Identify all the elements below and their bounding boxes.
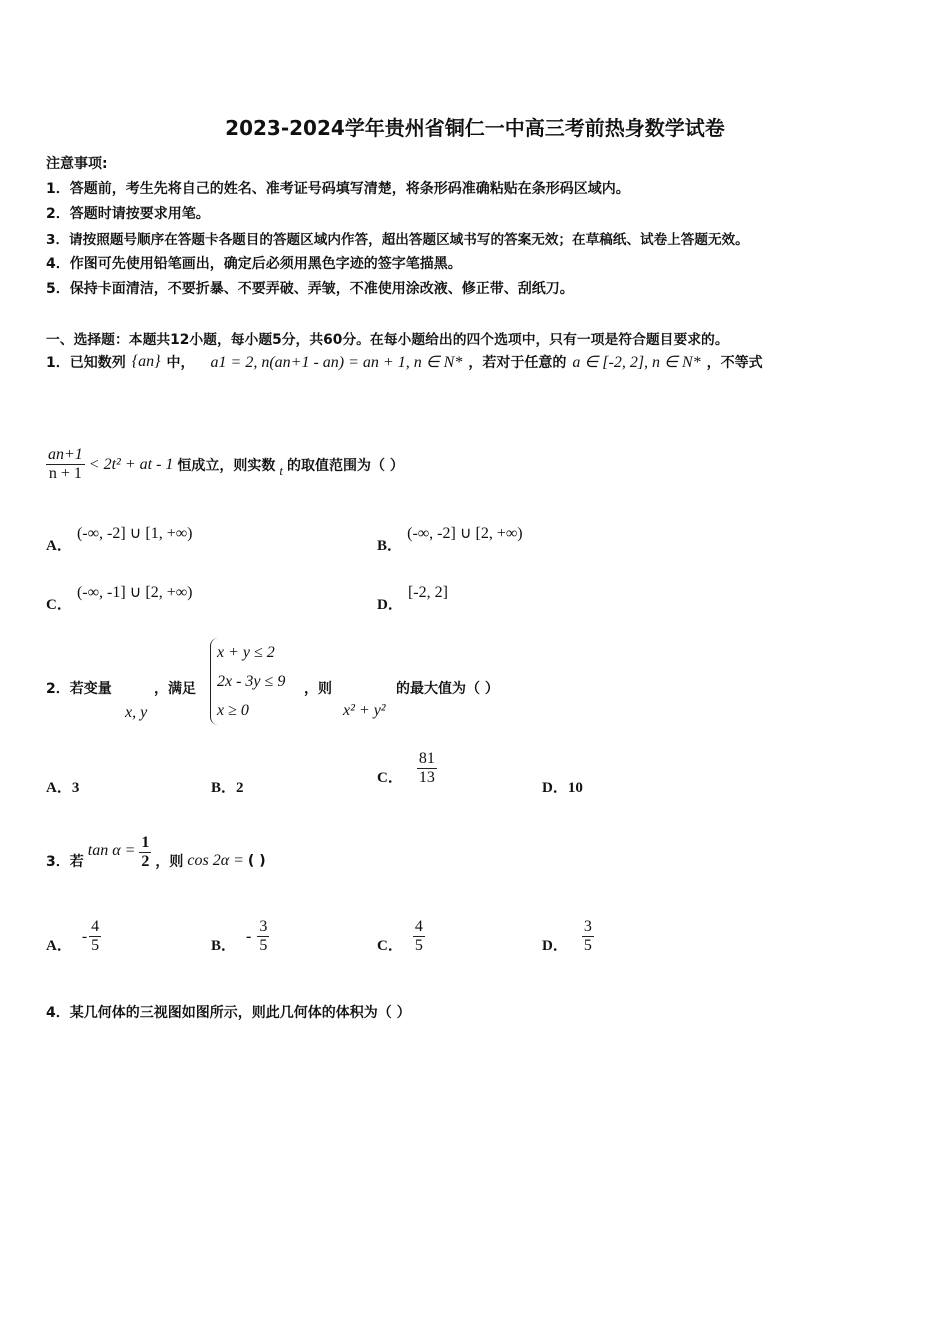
option-label: D． <box>542 780 568 796</box>
option-fraction <box>413 918 425 955</box>
section-heading: 一、选择题：本题共12小题，每小题5分，共60分。在每小题给出的四个选项中，只有一项是符合题目要求的。 <box>46 332 729 348</box>
q1-option-c[interactable] <box>46 581 193 613</box>
q3-option-c[interactable] <box>377 918 425 955</box>
q2-text-2: ，满足 <box>154 681 196 697</box>
option-label: C． <box>377 938 403 954</box>
frac-num: 3 <box>259 918 268 935</box>
q1-frac-den: n + 1 <box>48 465 82 482</box>
q1-range: a ∈ [-2, 2], n ∈ N* <box>572 354 701 371</box>
frac-den: 13 <box>418 769 435 786</box>
q3-text-2: ，则 <box>155 853 184 870</box>
option-label: C． <box>46 597 72 613</box>
q1-text-6: 的取值范围为（ ） <box>287 457 404 474</box>
frac-den: 5 <box>259 937 268 954</box>
notice-item-4: 4．作图可先使用铅笔画出，确定后必须用黑色字迹的签字笔描黑。 <box>46 256 462 272</box>
option-fraction <box>417 750 437 787</box>
q1-text-5: 恒成立，则实数 <box>177 457 276 474</box>
q1-option-a[interactable] <box>46 522 193 554</box>
frac-num: 3 <box>583 918 592 935</box>
option-label: A． <box>46 938 72 954</box>
option-label: B． <box>377 538 403 554</box>
q2-option-c[interactable] <box>377 750 437 787</box>
q1-option-d[interactable] <box>377 581 448 613</box>
option-value: (-∞, -1] ∪ [2, +∞) <box>76 584 193 601</box>
frac-num: 4 <box>414 918 423 935</box>
frac-den: 2 <box>141 853 150 870</box>
q3-text-3: ( ) <box>247 852 266 869</box>
notice-item-3: 3．请按照题号顺序在答题卡各题目的答题区域内作答，超出答题区域书写的答案无效；在草稿纸、试卷上答题无效。 <box>46 232 749 248</box>
frac-den: 5 <box>583 937 592 954</box>
question-3-stem <box>46 834 266 871</box>
q2-constraint-1: x + y ≤ 2 <box>217 644 275 661</box>
q2-variables: x, y <box>125 704 148 721</box>
q2-constraint-2: 2x - 3y ≤ 9 <box>217 673 286 690</box>
q1-condition: a1 = 2, n(an+1 - an) = an + 1, n ∈ N* <box>210 354 463 371</box>
q1-text-2: 中， <box>166 355 195 371</box>
q2-option-a[interactable] <box>46 776 79 797</box>
q1-frac-num: an+1 <box>48 446 83 463</box>
q1-option-b[interactable] <box>377 522 523 554</box>
frac-num: 1 <box>141 834 150 851</box>
option-fraction <box>582 918 594 955</box>
option-label: C． <box>377 770 403 786</box>
q3-ask: cos 2α = <box>187 851 244 869</box>
q3-given-lhs: tan α = <box>87 841 136 859</box>
question-1-inequality <box>46 446 404 483</box>
notice-heading: 注意事项: <box>46 156 108 172</box>
option-value: 3 <box>71 780 80 796</box>
frac-den: 5 <box>91 937 100 954</box>
q3-given-fraction <box>139 834 151 871</box>
notice-item-5: 5．保持卡面清洁，不要折暴、不要弄破、弄皱，不准使用涂改液、修正带、刮纸刀。 <box>46 281 574 297</box>
q3-option-d[interactable] <box>542 918 594 955</box>
option-label: D． <box>542 938 568 954</box>
q2-constraint-system <box>210 638 285 725</box>
q2-text-3: ，则 <box>304 681 332 697</box>
option-fraction <box>89 918 101 955</box>
q2-option-d[interactable] <box>542 776 583 797</box>
option-value: [-2, 2] <box>407 584 448 601</box>
option-label: D． <box>377 597 403 613</box>
q2-expression: x² + y² <box>343 702 386 719</box>
frac-num: 81 <box>418 750 435 767</box>
option-fraction <box>257 918 269 955</box>
notice-item-2: 2．答题时请按要求用笔。 <box>46 206 210 222</box>
question-1-stem <box>46 352 763 372</box>
question-4-stem: 4．某几何体的三视图如图所示，则此几何体的体积为（ ） <box>46 1005 411 1021</box>
q1-text-1: 1．已知数列 <box>46 355 126 371</box>
option-sign: - <box>81 927 88 945</box>
frac-den: 5 <box>414 937 423 954</box>
q1-inequality-rhs: < 2t² + at - 1 <box>88 455 174 473</box>
q1-text-4: ，不等式 <box>706 355 763 371</box>
q2-option-b[interactable] <box>211 776 244 797</box>
option-value: 10 <box>567 780 583 796</box>
q3-text-1: 3．若 <box>46 853 84 870</box>
q2-text-4: 的最大值为（ ） <box>396 681 499 697</box>
option-sign: - <box>246 927 252 945</box>
q2-constraint-3: x ≥ 0 <box>217 702 249 719</box>
option-label: B． <box>211 938 237 954</box>
page-title: 2023-2024学年贵州省铜仁一中高三考前热身数学试卷 <box>225 116 725 140</box>
q3-option-a[interactable] <box>46 918 101 955</box>
option-value: 2 <box>236 780 244 796</box>
q3-option-b[interactable] <box>211 918 269 955</box>
q1-variable: t <box>279 462 284 478</box>
q2-text-1: 2．若变量 <box>46 681 112 697</box>
q1-fraction <box>46 446 85 483</box>
option-label: B． <box>211 780 237 796</box>
option-value: (-∞, -2] ∪ [2, +∞) <box>407 525 523 542</box>
option-value: (-∞, -2] ∪ [1, +∞) <box>76 525 193 542</box>
notice-item-1: 1．答题前，考生先将自己的姓名、准考证号码填写清楚，将条形码准确粘贴在条形码区域内。 <box>46 181 630 197</box>
q1-text-3: ，若对于任意的 <box>468 355 567 371</box>
q1-sequence: {an} <box>131 353 161 370</box>
option-label: A． <box>46 538 72 554</box>
frac-num: 4 <box>91 918 100 935</box>
option-label: A． <box>46 780 72 796</box>
